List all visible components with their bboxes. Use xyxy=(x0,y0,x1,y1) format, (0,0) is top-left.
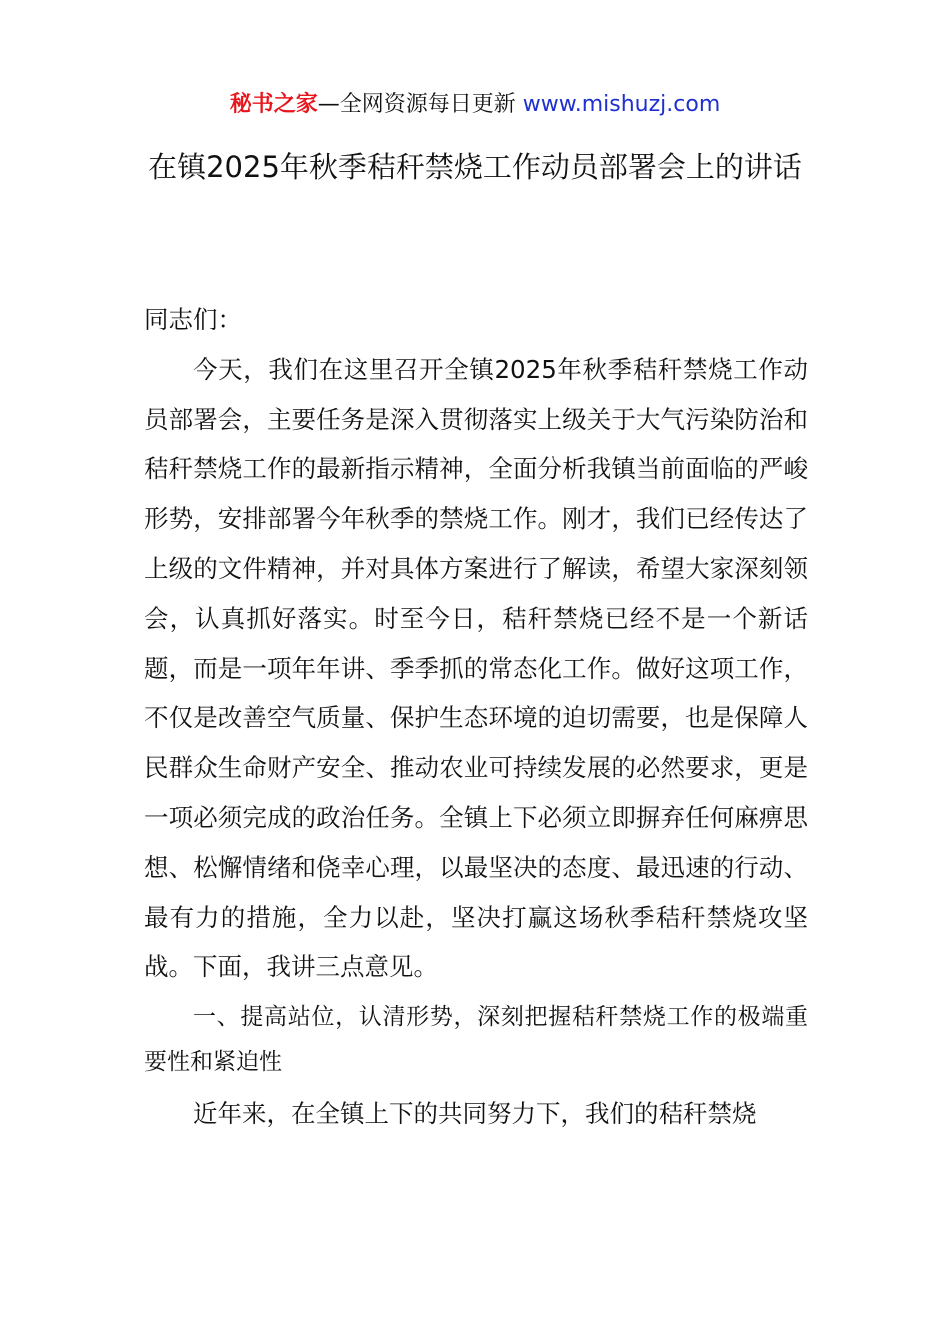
site-brand: 秘书之家 xyxy=(229,92,318,117)
site-url-link[interactable]: www.mishuzj.com xyxy=(522,92,721,117)
paragraph-section-1: 近年来，在全镇上下的共同努力下，我们的秸秆禁烧 xyxy=(193,1099,757,1129)
paragraph-intro: 今天，我们在这里召开全镇2025年秋季秸秆禁烧工作动员部署会，主要任务是深入贯彻落实上级关于大气污染防治和秸秆禁烧工作的最新指示精神，全面分析我镇当前面临的严峻形势，安排部署今年秋季的禁烧工作。刚才，我们已经传达了上级的文件精神，并对具体方案进行了解读，希望大家深刻领会，认真抓好落实。时至今日，秸秆禁烧已经不是一个新话题，而是一项年年讲、季季抓的常态化工作。做好这项工作，不仅是改善空气质量、保护生态环境的迫切需要，也是保障人民群众生命财产安全、推动农业可持续发展的必然要求，更是一项必须完成的政治任务。全镇上下必须立即摒弃任何麻痹思想、松懈情绪和侥幸心理，以最坚决的态度、最迅速的行动、最有力的措施，全力以赴，坚决打赢这场秋季秸秆禁烧攻坚战。下面，我讲三点意见。 xyxy=(144,354,808,982)
salutation: 同志们： xyxy=(144,305,242,334)
document-title: 在镇2025年秋季秸秆禁烧工作动员部署会上的讲话 xyxy=(148,150,802,184)
site-header xyxy=(0,88,950,122)
section-heading-1: 一、提高站位，认清形势，深刻把握秸秆禁烧工作的极端重要性和紧迫性 xyxy=(144,1004,808,1076)
document-body xyxy=(144,295,808,1139)
site-tagline: —全网资源每日更新 xyxy=(317,92,523,117)
